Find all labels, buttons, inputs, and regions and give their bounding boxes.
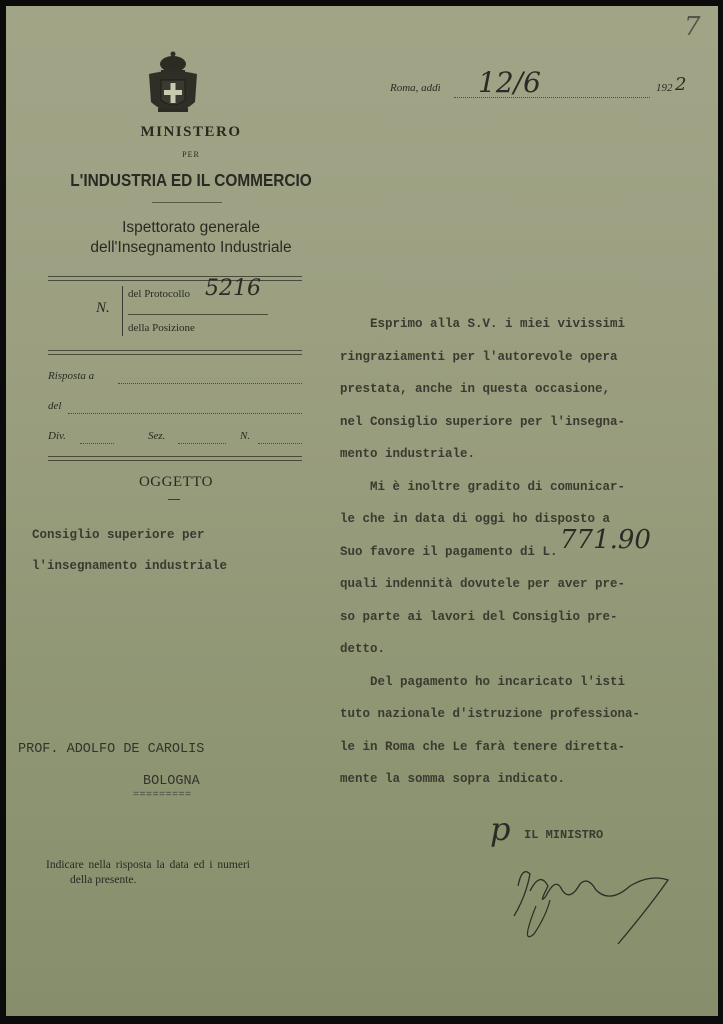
subject-line-2: l'insegnamento industriale bbox=[32, 559, 228, 573]
body-line: detto. bbox=[340, 642, 386, 656]
office-name bbox=[26, 218, 356, 258]
body-line: le in Roma che Le farà tenere diretta- bbox=[340, 739, 626, 754]
signature-block bbox=[480, 810, 700, 946]
sez-field[interactable] bbox=[178, 442, 226, 444]
office-line-2: dell'Insegnamento Industriale bbox=[90, 239, 292, 256]
year-handwritten: 2 bbox=[675, 74, 687, 95]
body-line bbox=[340, 524, 712, 569]
recipient-underline: ========= bbox=[133, 790, 192, 801]
recipient-name: PROF. ADOLFO DE CAROLIS bbox=[18, 742, 205, 757]
brace bbox=[122, 286, 123, 336]
rule bbox=[48, 276, 302, 281]
footer-note-line-2: della presente. bbox=[70, 874, 137, 886]
divider bbox=[152, 202, 222, 203]
risposta-label: Risposta a bbox=[48, 370, 95, 382]
body-line: ringraziamenti per l'autorevole opera bbox=[340, 349, 618, 364]
ministry-title: MINISTERO bbox=[140, 124, 242, 140]
protocollo-value: 5216 bbox=[205, 276, 261, 301]
body-line: mente la somma sopra indicato. bbox=[340, 772, 566, 786]
body-line: prestata, anche in questa occasione, bbox=[340, 382, 611, 396]
body-line: so parte ai lavori del Consiglio pre- bbox=[340, 609, 618, 624]
subject-line-1: Consiglio superiore per bbox=[32, 528, 205, 542]
body-line: quali indennità dovutele per aver pre- bbox=[340, 577, 626, 591]
protocol-line bbox=[128, 314, 268, 315]
coat-of-arms-icon bbox=[146, 50, 200, 122]
body-line: Del pagamento ho incaricato l'isti bbox=[340, 674, 626, 689]
office-line-1: Ispettorato generale bbox=[122, 219, 260, 236]
rule bbox=[48, 456, 302, 461]
protocol-block bbox=[48, 276, 302, 346]
signature-scribble-icon bbox=[500, 846, 680, 946]
signature-prefix: p bbox=[490, 810, 511, 848]
sez-label: Sez. bbox=[148, 430, 166, 442]
signature-title: IL MINISTRO bbox=[524, 828, 604, 842]
footer-note bbox=[46, 858, 250, 888]
body-line-text: Suo favore il pagamento di L. bbox=[340, 544, 558, 559]
protocollo-label: del Protocollo bbox=[128, 288, 191, 300]
dateline bbox=[390, 66, 700, 102]
protocol-n-label: N. bbox=[96, 300, 110, 316]
body-line: Esprimo alla S.V. i miei vivissimi bbox=[340, 317, 626, 331]
reply-n-field[interactable] bbox=[258, 442, 302, 444]
place-label: Roma, addì bbox=[390, 82, 441, 94]
year-printed: 192 bbox=[656, 82, 673, 94]
del-field[interactable] bbox=[68, 412, 302, 414]
ministry-per: PER bbox=[182, 150, 200, 159]
footer-note-line-1: Indicare nella risposta la data ed i numeri bbox=[46, 859, 250, 871]
div-label: Div. bbox=[48, 430, 66, 442]
body-line: tuto nazionale d'istruzione professiona- bbox=[340, 707, 641, 721]
body-line: nel Consiglio superiore per l'insegna- bbox=[340, 414, 626, 429]
letter-body bbox=[340, 308, 712, 796]
body-line: le che in data di oggi ho disposto a bbox=[340, 512, 611, 526]
posizione-label: della Posizione bbox=[128, 322, 195, 334]
divider bbox=[168, 499, 180, 500]
reply-n-label: N. bbox=[240, 430, 251, 442]
document-page bbox=[6, 6, 718, 1016]
body-line: Mi è inoltre gradito di comunicar- bbox=[340, 479, 626, 494]
del-label: del bbox=[48, 400, 62, 412]
amount-handwritten: 771.90 bbox=[560, 524, 651, 555]
div-field[interactable] bbox=[80, 442, 114, 444]
rule bbox=[48, 350, 302, 355]
recipient-city: BOLOGNA bbox=[143, 774, 200, 789]
page-number: 7 bbox=[684, 12, 701, 42]
body-line: mento industriale. bbox=[340, 447, 476, 461]
date-handwritten: 12/6 bbox=[478, 66, 541, 99]
ministry-name: L'INDUSTRIA ED IL COMMERCIO bbox=[70, 170, 312, 190]
subject-heading: OGGETTO bbox=[138, 474, 214, 490]
risposta-field[interactable] bbox=[118, 382, 302, 384]
reply-block bbox=[48, 364, 302, 444]
